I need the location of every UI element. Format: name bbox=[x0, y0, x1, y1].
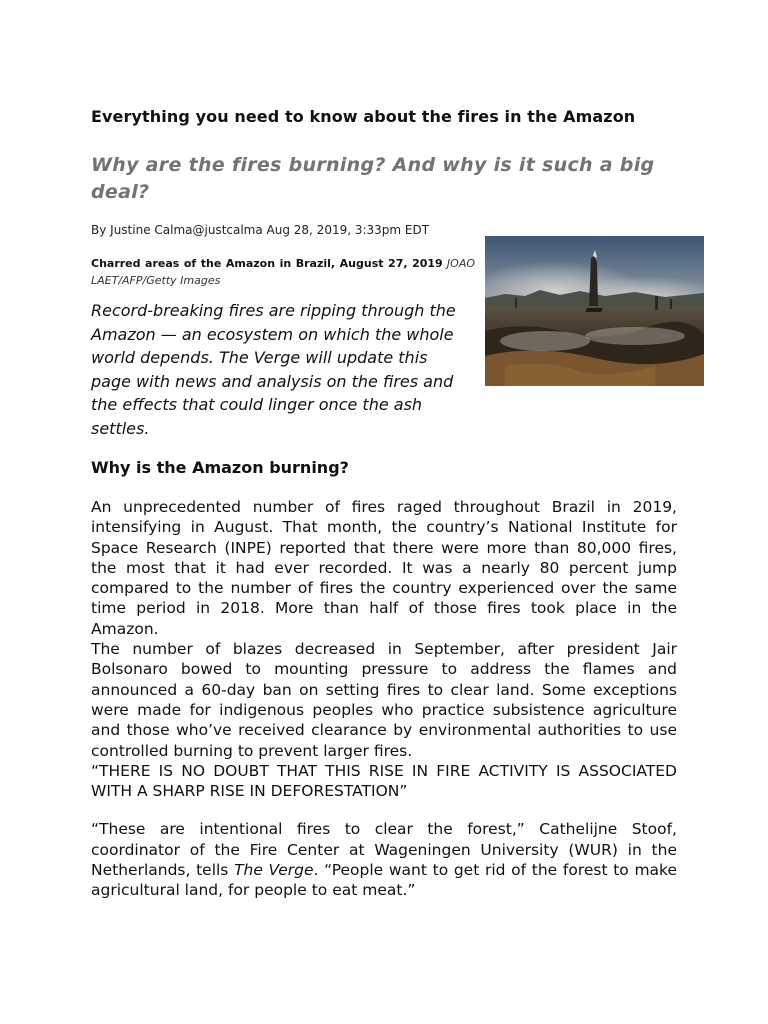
article-lead: Record-breaking fires are ripping through the Amazon — an ecosystem on which the whole world depends. The Verge will update this page with news and analysis on the fires and the effects that could linger once the ash settles. bbox=[91, 301, 456, 438]
body-paragraph: An unprecedented number of fires raged throughout Brazil in 2019, intensifying in August. That month, the country’s National Institute for Space Research (INPE) reported that there were more than 80,000 fires, the most that it had ever recorded. It was a nearly 80 percent jump compared to the number of fires the country experienced over the same time period in 2018. More than half of those fires took place in the Amazon. bbox=[91, 498, 677, 638]
paragraph-spacer bbox=[91, 801, 677, 819]
article-byline: By Justine Calma@justcalma Aug 28, 2019, 3:33pm EDT bbox=[91, 223, 430, 237]
article-body bbox=[91, 497, 677, 901]
article-title: Everything you need to know about the fires in the Amazon bbox=[91, 107, 636, 126]
pull-quote: “THERE IS NO DOUBT THAT THIS RISE IN FIRE ACTIVITY IS ASSOCIATED WITH A SHARP RISE IN DEFORESTATION” bbox=[91, 761, 677, 801]
quote-text-start: “These are intentional fires to clear the forest,” Cathelijne Stoof, coordinator of the Fire Center at Wageningen University (WUR) in the Netherlands, tells bbox=[91, 820, 677, 880]
quote-paragraph bbox=[91, 819, 677, 900]
section-heading: Why is the Amazon burning? bbox=[91, 458, 349, 477]
photo-caption bbox=[91, 255, 475, 289]
fire-photo bbox=[485, 236, 704, 386]
article-subtitle: Why are the fires burning? And why is it such a big deal? bbox=[91, 154, 655, 203]
publication-name: The Verge bbox=[234, 861, 314, 880]
photo-caption-text: Charred areas of the Amazon in Brazil, August 27, 2019 bbox=[91, 257, 443, 270]
quote-text-end: . “People want to get rid of the forest to make agricultural land, for people to eat meat.” bbox=[91, 861, 677, 900]
body-paragraph: The number of blazes decreased in September, after president Jair Bolsonaro bowed to mounting pressure to address the flames and announced a 60-day ban on setting fires to clear land. Some exceptions were made for indigenous peoples who practice subsistence agriculture and those who’ve received clearance by environmental authorities to use controlled burning to prevent larger fires. bbox=[91, 640, 677, 760]
charred-forest-image bbox=[485, 236, 704, 386]
photo-credit: JOAO LAET/AFP/Getty Images bbox=[91, 257, 476, 287]
